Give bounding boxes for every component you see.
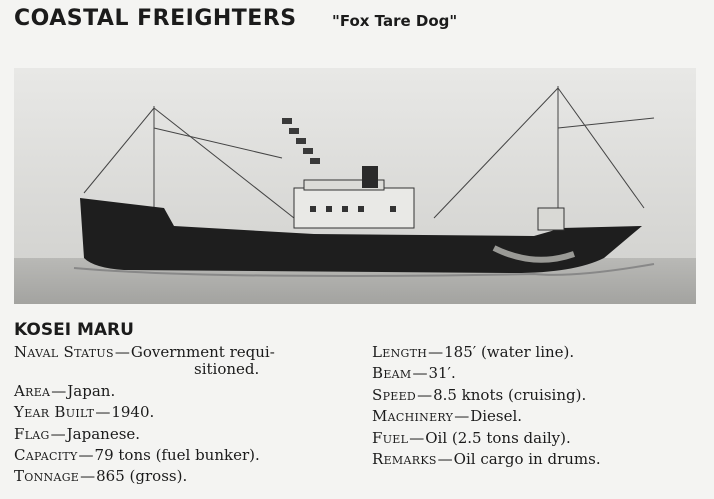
spec-label: Area — [14, 381, 51, 400]
spec-value: Japanese. — [66, 424, 141, 443]
spec-label: Year Built — [14, 403, 95, 422]
spec-value: Japan. — [67, 381, 116, 400]
spec-naval-status: Naval Status—Government requi- — [14, 343, 275, 361]
specs-left-column — [14, 342, 344, 488]
spec-value: 185′ (water line). — [444, 343, 575, 361]
spec-value: Government requi- — [130, 343, 275, 361]
spec-label: Capacity — [14, 446, 78, 465]
spec-flag: Flag—Japanese. — [14, 424, 141, 443]
spec-value: 8.5 knots (cruising). — [433, 385, 587, 404]
spec-value: Oil (2.5 tons daily). — [425, 428, 571, 447]
spec-value: 865 (gross). — [96, 467, 188, 486]
spec-label: Machinery — [372, 407, 454, 426]
spec-label: Flag — [14, 424, 50, 443]
funnel — [362, 166, 378, 188]
page-subtitle: "Fox Tare Dog" — [332, 12, 458, 30]
spec-label: Naval Status — [14, 343, 114, 361]
spec-label: Remarks — [372, 450, 437, 469]
ship-photo-illustration — [14, 68, 696, 304]
spec-label: Tonnage — [14, 467, 80, 486]
spec-value: 31′. — [428, 364, 456, 383]
spec-label: Fuel — [372, 428, 409, 447]
spec-label: Beam — [372, 364, 412, 383]
spec-value: 1940. — [111, 403, 155, 422]
specs-right-column — [372, 342, 702, 470]
spec-length: Length—185′ (water line). — [372, 343, 575, 361]
spec-year-built: Year Built—1940. — [14, 403, 155, 422]
spec-fuel: Fuel—Oil (2.5 tons daily). — [372, 428, 571, 447]
page-title: COASTAL FREIGHTERS — [14, 6, 297, 31]
spec-naval-status-continued: sitioned. — [194, 360, 260, 379]
spec-capacity: Capacity—79 tons (fuel bunker). — [14, 446, 260, 465]
page-header — [14, 6, 704, 42]
ship-name: KOSEI MARU — [14, 320, 134, 340]
spec-value: Diesel. — [470, 407, 523, 426]
spec-machinery: Machinery—Diesel. — [372, 407, 523, 426]
ship-photo — [14, 68, 696, 304]
spec-beam: Beam—31′. — [372, 364, 456, 383]
spec-speed: Speed—8.5 knots (cruising). — [372, 385, 587, 404]
spec-value: Oil cargo in drums. — [453, 450, 601, 469]
spec-tonnage: Tonnage—865 (gross). — [14, 467, 188, 486]
spec-value: 79 tons (fuel bunker). — [94, 446, 260, 465]
spec-label: Length — [372, 343, 428, 361]
spec-area: Area—Japan. — [14, 381, 116, 400]
spec-label: Speed — [372, 385, 417, 404]
spec-remarks: Remarks—Oil cargo in drums. — [372, 450, 601, 469]
